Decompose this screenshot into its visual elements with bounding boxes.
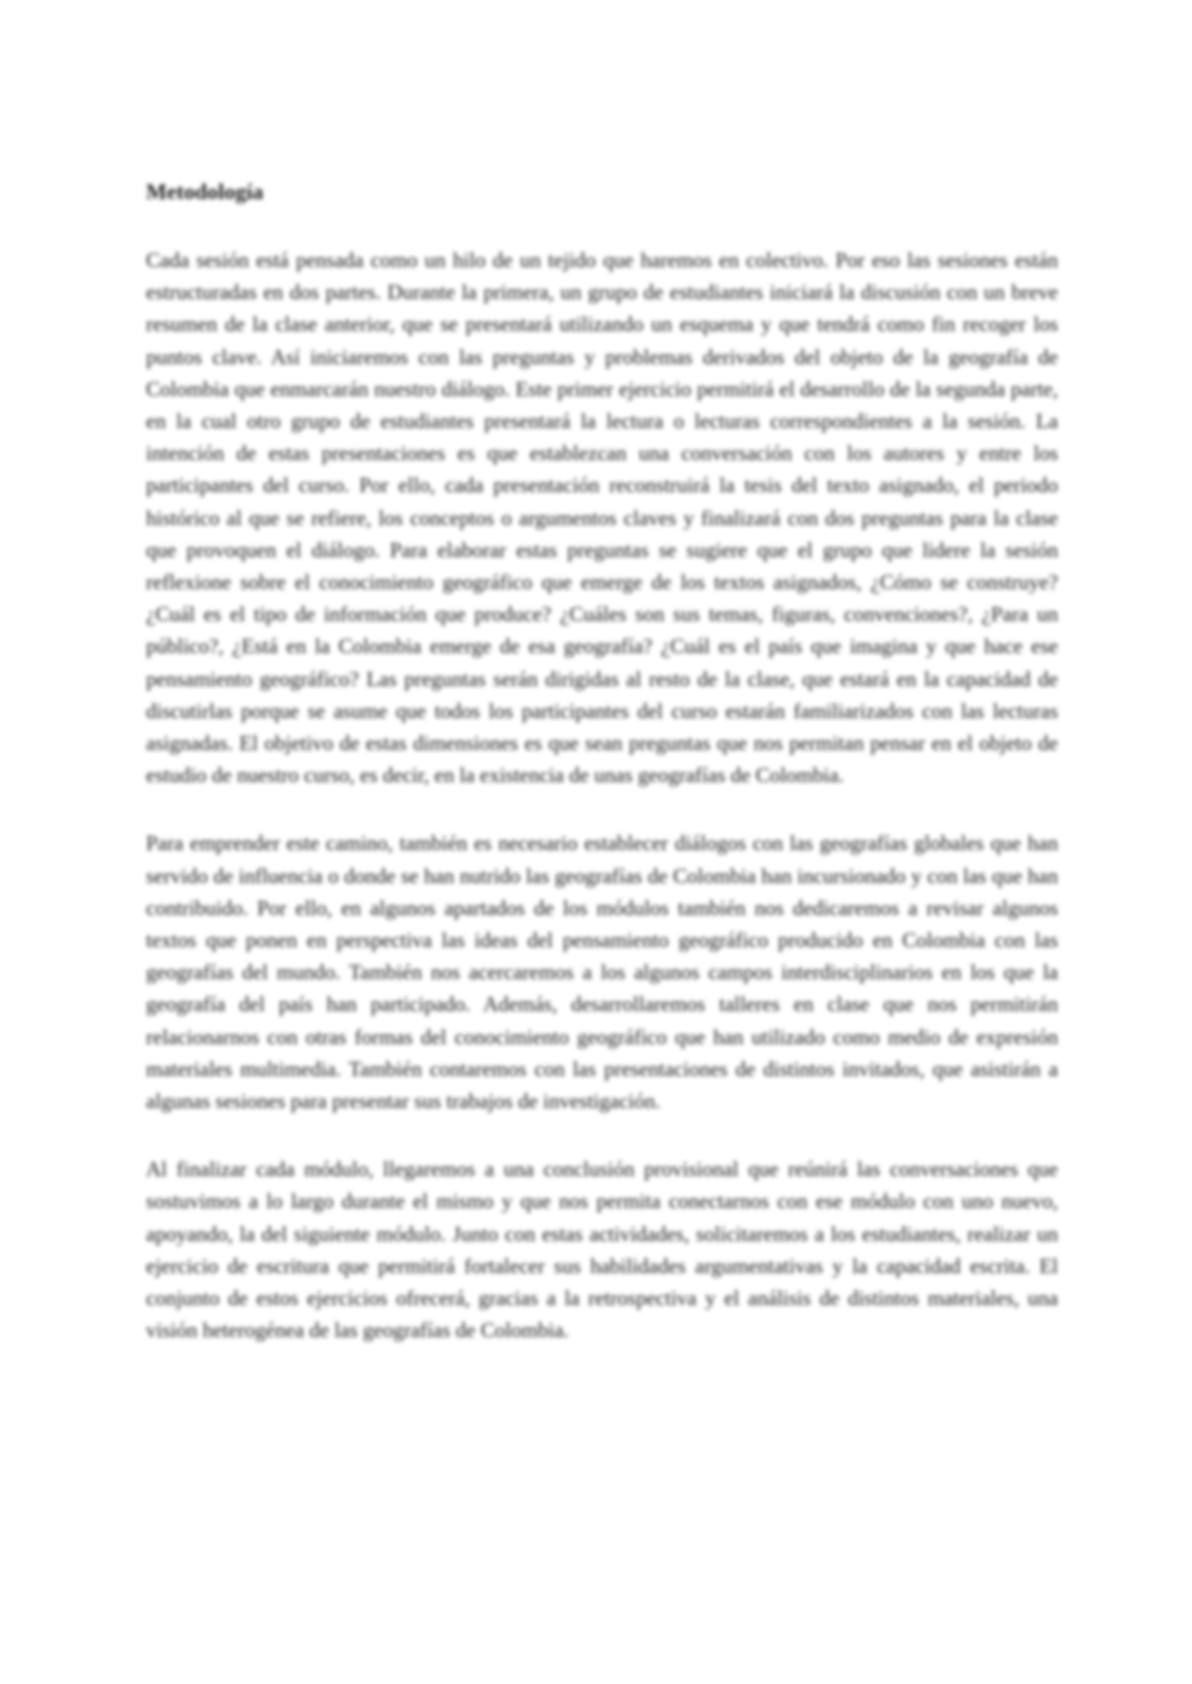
paragraph-2: Para emprender este camino, también es necesario establecer diálogos con las geografías globales que han servido de influencia o donde se han nutrido las geografías de Colombia han incursionado y con las que han contribuido. Por ello, en algunos apartados de los módulos también nos dedicaremos a revisar algunos textos que ponen en perspectiva las ideas del pensamiento geográfico producido en Colombia con las geografías del mundo. También nos acercaremos a los algunos campos interdisciplinarios en los que la geografía del país han participado. Además, desarrollaremos talleres en clase que nos permitirán relacionarnos con otras formas del conocimiento geográfico que han utilizado como medio de expresión materiales multimedia. También contaremos con las presentaciones de distintos invitados, que asistirán a algunas sesiones para presentar sus trabajos de investigación. — [146, 831, 1058, 1114]
section-heading: Metodología — [146, 179, 264, 204]
paragraph-3: Al finalizar cada módulo, llegaremos a una conclusión provisional que reúnirá las conversaciones que sostuvimos a lo largo durante el mismo y que nos permita conectarnos con ese módulo con uno nuevo, apoyando, la del siguiente módulo. Junto con estas actividades, solicitaremos a los estudiantes, realizar un ejercicio de escritura que permitirá fortalecer sus habilidades argumentativas y la capacidad escrita. El conjunto de estos ejercicios ofrecerá, gracias a la retrospectiva y el análisis de distintos materiales, una visión heterogénea de las geografías de Colombia. — [146, 1157, 1058, 1343]
document-page — [146, 178, 1058, 1383]
paragraph-1: Cada sesión está pensada como un hilo de un tejido que haremos en colectivo. Por eso las sesiones están estructuradas en dos partes. Durante la primera, un grupo de estudiantes iniciará la discusión con un breve resumen de la clase anterior, que se presentará utilizando un esquema y que tendrá como fin recoger los puntos clave. Así iniciaremos con las preguntas y problemas derivados del objeto de la geografía de Colombia que enmarcarán nuestro diálogo. Este primer ejercicio permitirá el desarrollo de la segunda parte, en la cual otro grupo de estudiantes presentará la lectura o lecturas correspondientes a la sesión. La intención de estas presentaciones es que establezcan una conversación con los autores y entre los participantes del curso. Por ello, cada presentación reconstruirá la tesis del texto asignado, el periodo histórico al que se refiere, los conceptos o argumentos claves y finalizará con dos preguntas para la clase que provoquen el diálogo. Para elaborar estas preguntas se sugiere que el grupo que lidere la sesión reflexione sobre el conocimiento geográfico que emerge de los textos asignados, ¿Cómo se construye? ¿Cuál es el tipo de información que produce? ¿Cuáles son sus temas, figuras, convenciones?, ¿Para un público?, ¿Está en la Colombia emerge de esa geografía? ¿Cuál es el país que imagina y que hace ese pensamiento geográfico? Las preguntas serán dirigidas al resto de la clase, que estará en la capacidad de discutirlas porque se asume que todos los participantes del curso estarán familiarizados con las lecturas asignadas. El objetivo de estas dimensiones es que sean preguntas que nos permitan pensar en el objeto de estudio de nuestro curso, es decir, en la existencia de unas geografías de Colombia. — [146, 248, 1058, 788]
